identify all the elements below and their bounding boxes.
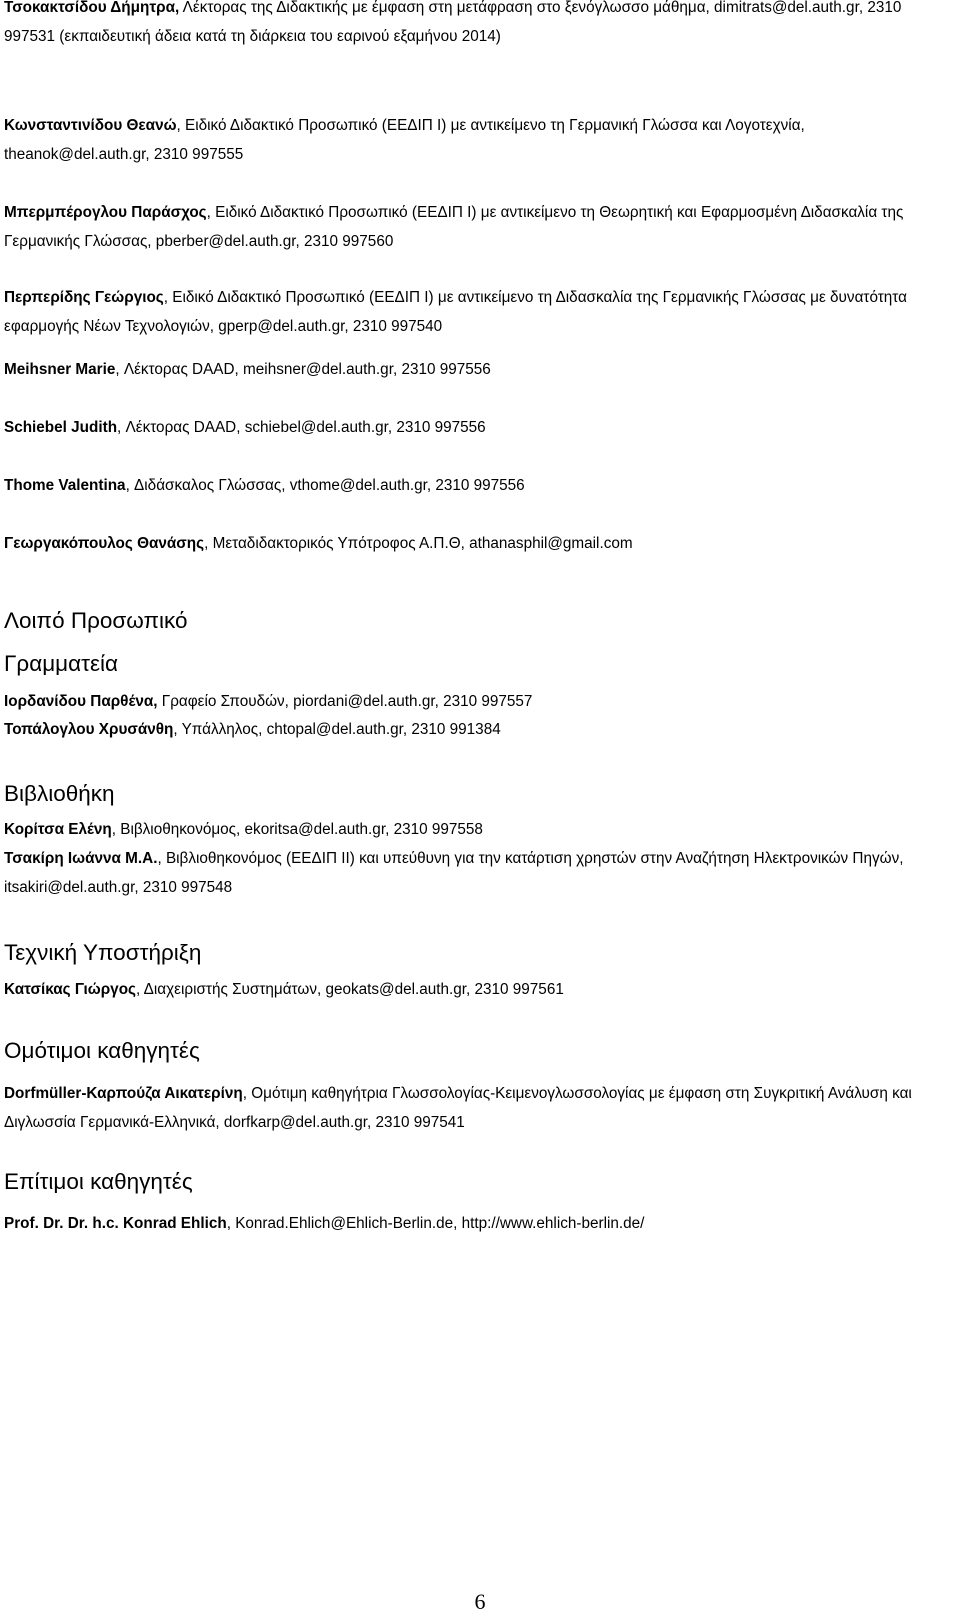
staff-details: , Βιβλιοθηκονόμος, ekoritsa@del.auth.gr, 2310 997558 — [111, 821, 483, 838]
honorary-entry-ehlich — [4, 1210, 939, 1239]
staff-name: Γεωργακόπουλος Θανάσης — [4, 535, 205, 552]
page-number: 6 — [474, 1589, 486, 1614]
staff-details: , Μεταδιδακτορικός Υπότροφος Α.Π.Θ, athanasphil@gmail.com — [204, 535, 633, 552]
staff-name: Τσακίρη Ιωάννα Μ.Α. — [4, 850, 158, 867]
staff-entry-schiebel — [4, 414, 939, 443]
staff-entry-tsokaktsidou — [4, 0, 939, 51]
staff-details: , Διαχειριστής Συστημάτων, geokats@del.auth.gr, 2310 997561 — [136, 981, 564, 998]
staff-name: Meihsner Marie — [4, 361, 116, 378]
staff-name: Κωνσταντινίδου Θεανώ — [4, 117, 177, 134]
staff-details: Λέκτορας της Διδακτικής με έμφαση στη μετάφραση στο ξενόγλωσσο μάθημα, dimitrats@del.auth.gr, 2310 997531 (εκπαιδευτική άδεια κατά τη διάρκεια του εαρινού εξαμήνου 2014) — [4, 0, 902, 45]
secretariat-entry-iordanidou — [4, 688, 939, 717]
staff-name: Thome Valentina — [4, 477, 126, 494]
staff-name: Prof. Dr. Dr. h.c. Konrad Ehlich — [4, 1215, 227, 1232]
emeritus-heading: Ομότιμοι καθηγητές — [4, 1038, 200, 1063]
staff-details: , Konrad.Ehlich@Ehlich-Berlin.de, http://www.ehlich-berlin.de/ — [226, 1215, 645, 1232]
staff-details: , Ειδικό Διδακτικό Προσωπικό (ΕΕΔΙΠ Ι) με αντικείμενο τη Διδασκαλία της Γερμανικής Γλώσσας με δυνατότητα εφαρμογής Νέων Τεχνολογιών, gperp@del.auth.gr, 2310 997540 — [4, 289, 907, 335]
library-entry-koritsa — [4, 816, 939, 845]
staff-name: Τοπάλογλου Χρυσάνθη — [4, 721, 174, 738]
staff-details: , Διδάσκαλος Γλώσσας, vthome@del.auth.gr, 2310 997556 — [125, 477, 525, 494]
other-staff-heading: Λοιπό Προσωπικό — [4, 608, 188, 633]
staff-name: Ιορδανίδου Παρθένα, — [4, 693, 158, 710]
secretariat-entry-topaloglou — [4, 716, 939, 745]
staff-name: Τσοκακτσίδου Δήμητρα, — [4, 0, 180, 16]
honorary-heading: Επίτιμοι καθηγητές — [4, 1169, 193, 1194]
secretariat-heading: Γραμματεία — [4, 651, 119, 676]
staff-name: Schiebel Judith — [4, 419, 118, 436]
staff-name: Κορίτσα Ελένη — [4, 821, 112, 838]
staff-details: , Λέκτορας DAAD, meihsner@del.auth.gr, 2310 997556 — [115, 361, 491, 378]
staff-entry-georgakopoulos — [4, 530, 939, 559]
staff-entry-meihsner — [4, 356, 939, 385]
staff-details: Γραφείο Σπουδών, piordani@del.auth.gr, 2310 997557 — [157, 693, 533, 710]
staff-entry-konstantinidou — [4, 112, 939, 169]
staff-entry-bermperoglou — [4, 199, 939, 256]
library-heading: Βιβλιοθήκη — [4, 781, 115, 806]
staff-details: , Ειδικό Διδακτικό Προσωπικό (ΕΕΔΙΠ Ι) με αντικείμενο τη Θεωρητική και Εφαρμοσμένη Διδασκαλία της Γερμανικής Γλώσσας, pberber@del.auth.gr, 2310 997560 — [4, 204, 904, 250]
library-entry-tsakiri — [4, 845, 939, 902]
staff-name: Dorfmüller-Καρπούζα Αικατερίνη — [4, 1085, 243, 1102]
staff-name: Κατσίκας Γιώργος — [4, 981, 136, 998]
tech-support-entry-katsikas — [4, 976, 939, 1005]
staff-name: Μπερμπέρογλου Παράσχος — [4, 204, 207, 221]
staff-entry-perperidis — [4, 284, 939, 341]
staff-details: , Λέκτορας DAAD, schiebel@del.auth.gr, 2310 997556 — [117, 419, 486, 436]
staff-entry-thome — [4, 472, 939, 501]
staff-details: , Υπάλληλος, chtopal@del.auth.gr, 2310 991384 — [173, 721, 501, 738]
staff-details: , Ειδικό Διδακτικό Προσωπικό (ΕΕΔΙΠ Ι) με αντικείμενο τη Γερμανική Γλώσσα και Λογοτεχνία, theanok@del.auth.gr, 2310 997555 — [4, 117, 805, 163]
staff-details: , Ομότιμη καθηγήτρια Γλωσσολογίας-Κειμενογλωσσολογίας με έμφαση στη Συγκριτική Ανάλυση και Διγλωσσία Γερμανικά-Ελληνικά, dorfkarp@del.auth.gr, 2310 997541 — [4, 1085, 912, 1131]
staff-name: Περπερίδης Γεώργιος — [4, 289, 164, 306]
staff-details: , Βιβλιοθηκονόμος (ΕΕΔΙΠ ΙΙ) και υπεύθυνη για την κατάρτιση χρηστών στην Αναζήτηση Ηλεκτρονικών Πηγών, itsakiri@del.auth.gr, 2310 997548 — [4, 850, 904, 896]
emeritus-entry-dorfmueller — [4, 1080, 939, 1137]
tech-support-heading: Τεχνική Υποστήριξη — [4, 940, 202, 965]
